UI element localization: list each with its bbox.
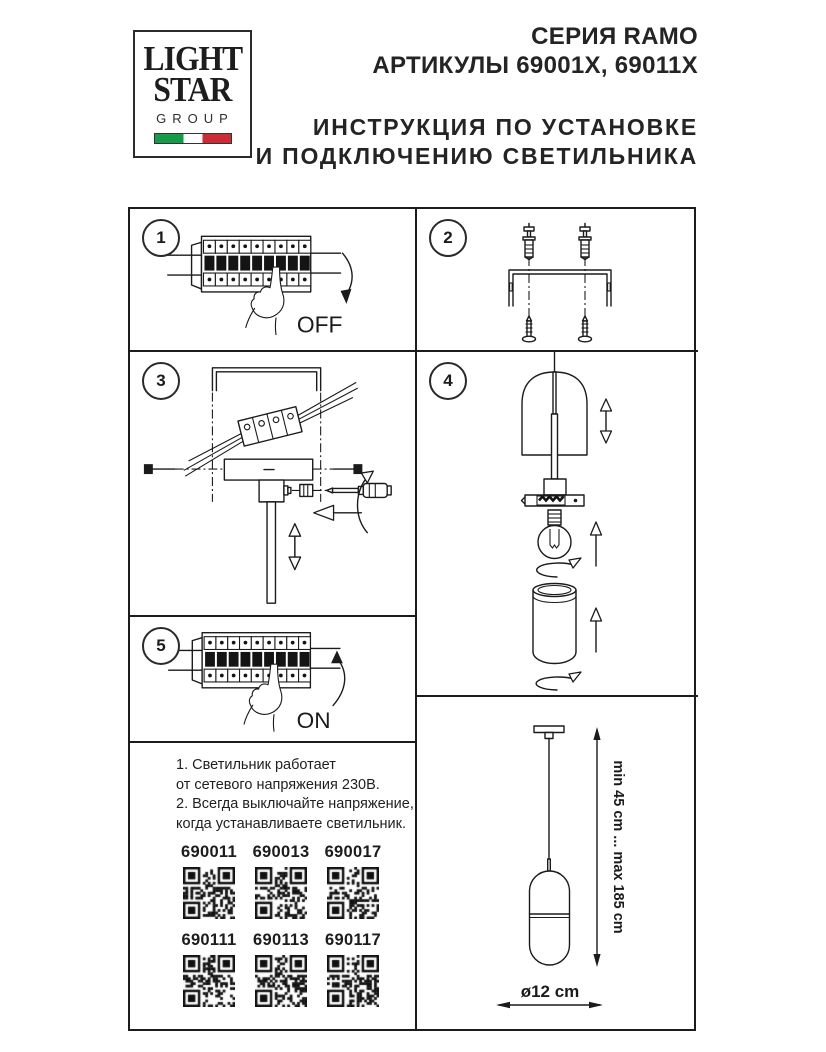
article-number: 690017 — [324, 843, 382, 861]
qr-item — [246, 843, 316, 919]
article-number: 690117 — [325, 931, 381, 949]
arrow-up-icon — [591, 522, 602, 566]
arrow-up-curved-icon — [331, 650, 345, 705]
dome-shade-icon — [522, 372, 587, 479]
step-1-number-badge: 1 — [142, 219, 180, 257]
instruction-title-line2: И ПОДКЛЮЧЕНИЮ СВЕТИЛЬНИКА — [255, 143, 698, 169]
document-title-block — [256, 22, 698, 171]
cylinder-shade-icon — [533, 584, 576, 664]
step-4-number-badge: 4 — [429, 362, 467, 400]
set-screw-and-screwdriver-icon — [292, 484, 391, 498]
step-5-number-badge: 5 — [142, 627, 180, 665]
dimensions-drawing — [417, 697, 698, 1029]
step-4-panel — [417, 350, 698, 695]
on-label: ON — [296, 708, 331, 734]
rotation-arrow-icon — [537, 558, 581, 577]
logo-word-group: GROUP — [156, 110, 234, 126]
articles-line: АРТИКУЛЫ 69001X, 69011X — [372, 52, 698, 79]
step-4-drawing — [417, 352, 698, 695]
logo-word-light: LIGHT — [143, 39, 242, 79]
arrow-up-down-icon — [601, 399, 612, 443]
series-title: СЕРИЯ RAMO — [531, 23, 698, 50]
rotation-arrow-icon — [358, 471, 374, 533]
screw-icon — [579, 316, 592, 342]
note-line: 1. Светильник работает — [176, 757, 336, 773]
qr-item — [174, 931, 244, 1007]
rotation-arrow-icon — [536, 672, 581, 690]
circuit-breaker-drawing — [169, 633, 340, 688]
qr-code — [183, 867, 235, 919]
qr-item — [318, 931, 388, 1007]
diameter-dimension-arrow — [496, 1002, 603, 1008]
article-number: 690113 — [253, 931, 309, 949]
pendant-lamp-icon — [530, 726, 570, 965]
article-number: 690013 — [252, 843, 310, 861]
notes-and-qr-panel — [130, 741, 417, 1029]
step-3-number-badge: 3 — [142, 362, 180, 400]
qr-item — [174, 843, 244, 919]
qr-item — [246, 931, 316, 1007]
note-line: когда устанавливаете светильник. — [176, 815, 407, 832]
qr-item — [318, 843, 388, 919]
arrow-up-icon — [591, 608, 602, 652]
socket-and-disc-icon — [522, 479, 585, 506]
qr-code — [255, 867, 307, 919]
qr-code — [327, 867, 379, 919]
article-number: 690011 — [181, 843, 237, 861]
light-bulb-icon — [538, 510, 571, 559]
height-dimension-arrow — [593, 727, 600, 967]
qr-code — [183, 955, 235, 1007]
step-3-panel — [130, 350, 417, 615]
article-number: 690111 — [181, 931, 237, 949]
note-line: 2. Всегда выключайте напряжение, — [176, 796, 414, 812]
mounting-bracket-icon — [509, 270, 611, 306]
off-label: OFF — [296, 311, 343, 338]
note-line: от сетевого напряжения 230В. — [176, 776, 380, 793]
arrow-up-down-icon — [289, 524, 300, 570]
qr-code — [255, 955, 307, 1007]
ceiling-bracket-icon — [212, 368, 320, 391]
diameter-label: ø12 cm — [520, 982, 580, 1001]
rod-stem-icon — [267, 502, 275, 603]
canopy-icon — [224, 459, 312, 480]
logo-word-star: STAR — [153, 70, 232, 109]
instruction-title-line1: ИНСТРУКЦИЯ ПО УСТАНОВКЕ — [312, 114, 698, 140]
dimensions-panel — [417, 695, 698, 1029]
qr-code — [327, 955, 379, 1007]
lightstar-logo — [133, 30, 252, 158]
step-5-panel — [130, 615, 417, 741]
italian-flag-icon — [154, 133, 232, 144]
screw-icon — [523, 316, 536, 342]
step-2-panel — [417, 209, 698, 350]
arrow-down-curved-icon — [341, 253, 353, 304]
step-2-number-badge: 2 — [429, 219, 467, 257]
height-range-label: min 45 cm ... max 185 cm — [610, 760, 626, 934]
instruction-steps-grid — [128, 207, 696, 1031]
stem-holder-icon — [259, 480, 291, 502]
arrow-left-icon — [314, 505, 362, 520]
circuit-breaker-drawing — [168, 236, 341, 292]
wall-anchor-icon — [579, 224, 591, 260]
wall-anchor-icon — [523, 224, 535, 260]
step-1-panel — [130, 209, 417, 350]
safety-notes — [176, 756, 414, 834]
